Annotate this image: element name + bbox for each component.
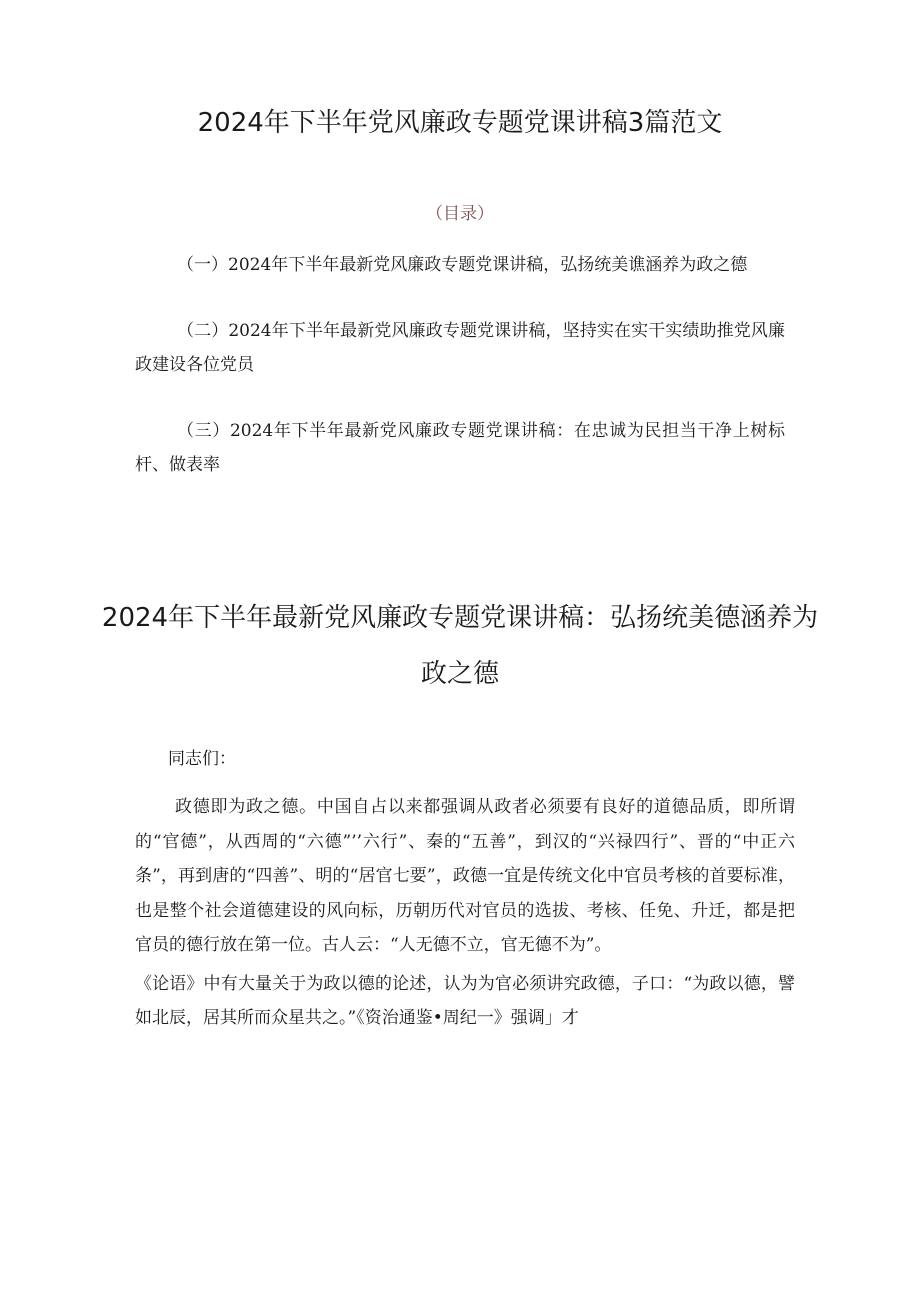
toc-heading: （目录） (426, 204, 494, 224)
section-title: 2024年下半年最新党风廉政专题党课讲稿：弘扬统美德涵养为政之德 (101, 603, 819, 689)
table-of-contents (135, 248, 785, 514)
toc-item-1[interactable]: （一）2024年下半年最新党风廉政专题党课讲稿，弘扬统美谯涵养为政之德 (177, 255, 748, 275)
paragraph: 政德即为政之德。中国自占以来都强调从政者必须要有良好的道德品质，即所谓的“官德”，从西周的“六德”’’六行”、秦的“五善”，到汉的“兴禄四行”、晋的“中正六条”，再到唐的“四善”、明的“居官七要”，政德一宜是传统文化中官员考核的首要标准，也是整个社会道德建设的风向标，历朝历代对官员的选拔、考核、任免、升迁，都是把官员的德行放在第一位。古人云：“人无德不立，官无德不为”。 (135, 797, 795, 955)
body-text (135, 790, 795, 1036)
toc-item-2[interactable]: （二）2024年下半年最新党风廉政专题党课讲稿，坚持实在实干实绩助推党风廉政建设各位党员 (135, 321, 785, 375)
toc-item-3[interactable]: （三）2024年下半年最新党风廉政专题党课讲稿：在忠诚为民担当干净上树标杆、做表率 (135, 421, 785, 475)
document-title: 2024年下半年党风廉政专题党课讲稿3篇范文 (197, 108, 723, 138)
paragraph: 《论语》中有大量关于为政以德的论述，认为为官必须讲究政德，子口：“为政以德，譬如北辰，居其所而众星共之。”《资治通鉴•周纪一》强调」才 (135, 973, 795, 1028)
greeting: 同志们： (168, 749, 236, 769)
